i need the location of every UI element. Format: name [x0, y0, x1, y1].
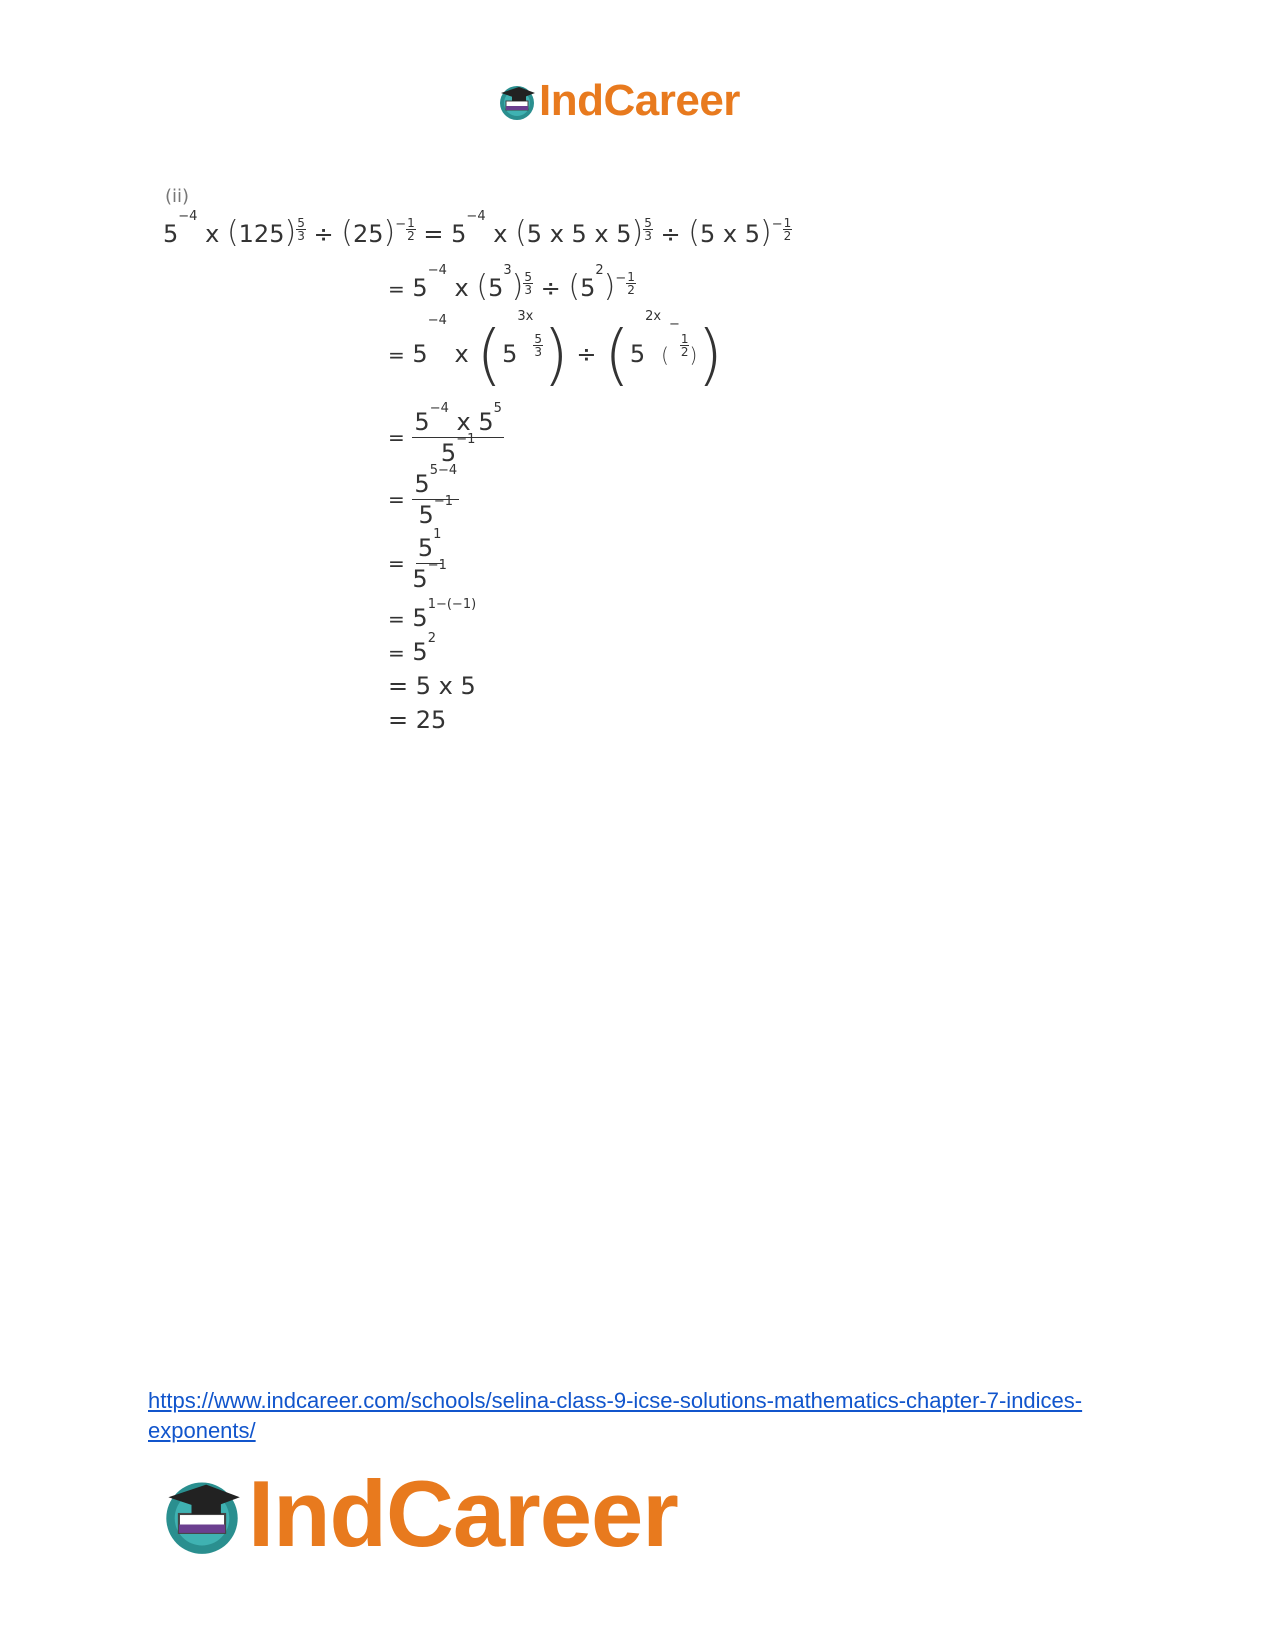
logo-mortarboard-icon: [160, 1472, 244, 1556]
equation-line-8: = 52: [388, 631, 436, 666]
source-link-line-2[interactable]: exponents/: [148, 1418, 256, 1443]
equation-line-6: = $\frac{51}{5-1}$: [388, 527, 447, 593]
equation-line-7: = 51−(−1): [388, 597, 477, 632]
source-link[interactable]: [148, 1386, 1128, 1446]
equation-line-4: = $\frac{5-4 x 55}{5-1}$: [388, 401, 502, 467]
equation-line-3: = 5−4 x (53x $\frac{5}{3}$ ) ÷ (52x(− $\frac{1}{2}$ )): [388, 309, 724, 393]
logo-mortarboard-icon: [497, 81, 537, 121]
source-link-line-1[interactable]: https://www.indcareer.com/schools/selina-class-9-icse-solutions-mathematics-chapter-7-indices-: [148, 1388, 1083, 1413]
footer-logo: [160, 1460, 678, 1568]
equation-line-10: = 25: [388, 706, 447, 734]
equation-line-5: = $\frac{55-4}{5-1}$: [388, 463, 458, 529]
equation-line-1: 5−4 x (125) $\frac{5}{3}$ ÷ (25)− $\frac{1}{2}$ = 5−4 x (5 x 5 x 5) $\frac{5}{3}$ ÷ (5 x 5)− $\frac{1}{2}$: [163, 209, 792, 250]
part-label: (ii): [165, 186, 190, 207]
header-logo-text: IndCareer: [539, 76, 740, 125]
footer-logo-text: IndCareer: [248, 1461, 678, 1566]
header-logo: [497, 76, 740, 126]
equation-line-2: = 5−4 x (53) $\frac{5}{3}$ ÷ (52)− $\frac{1}{2}$: [388, 263, 635, 304]
equation-line-9: = 5 x 5: [388, 672, 476, 700]
